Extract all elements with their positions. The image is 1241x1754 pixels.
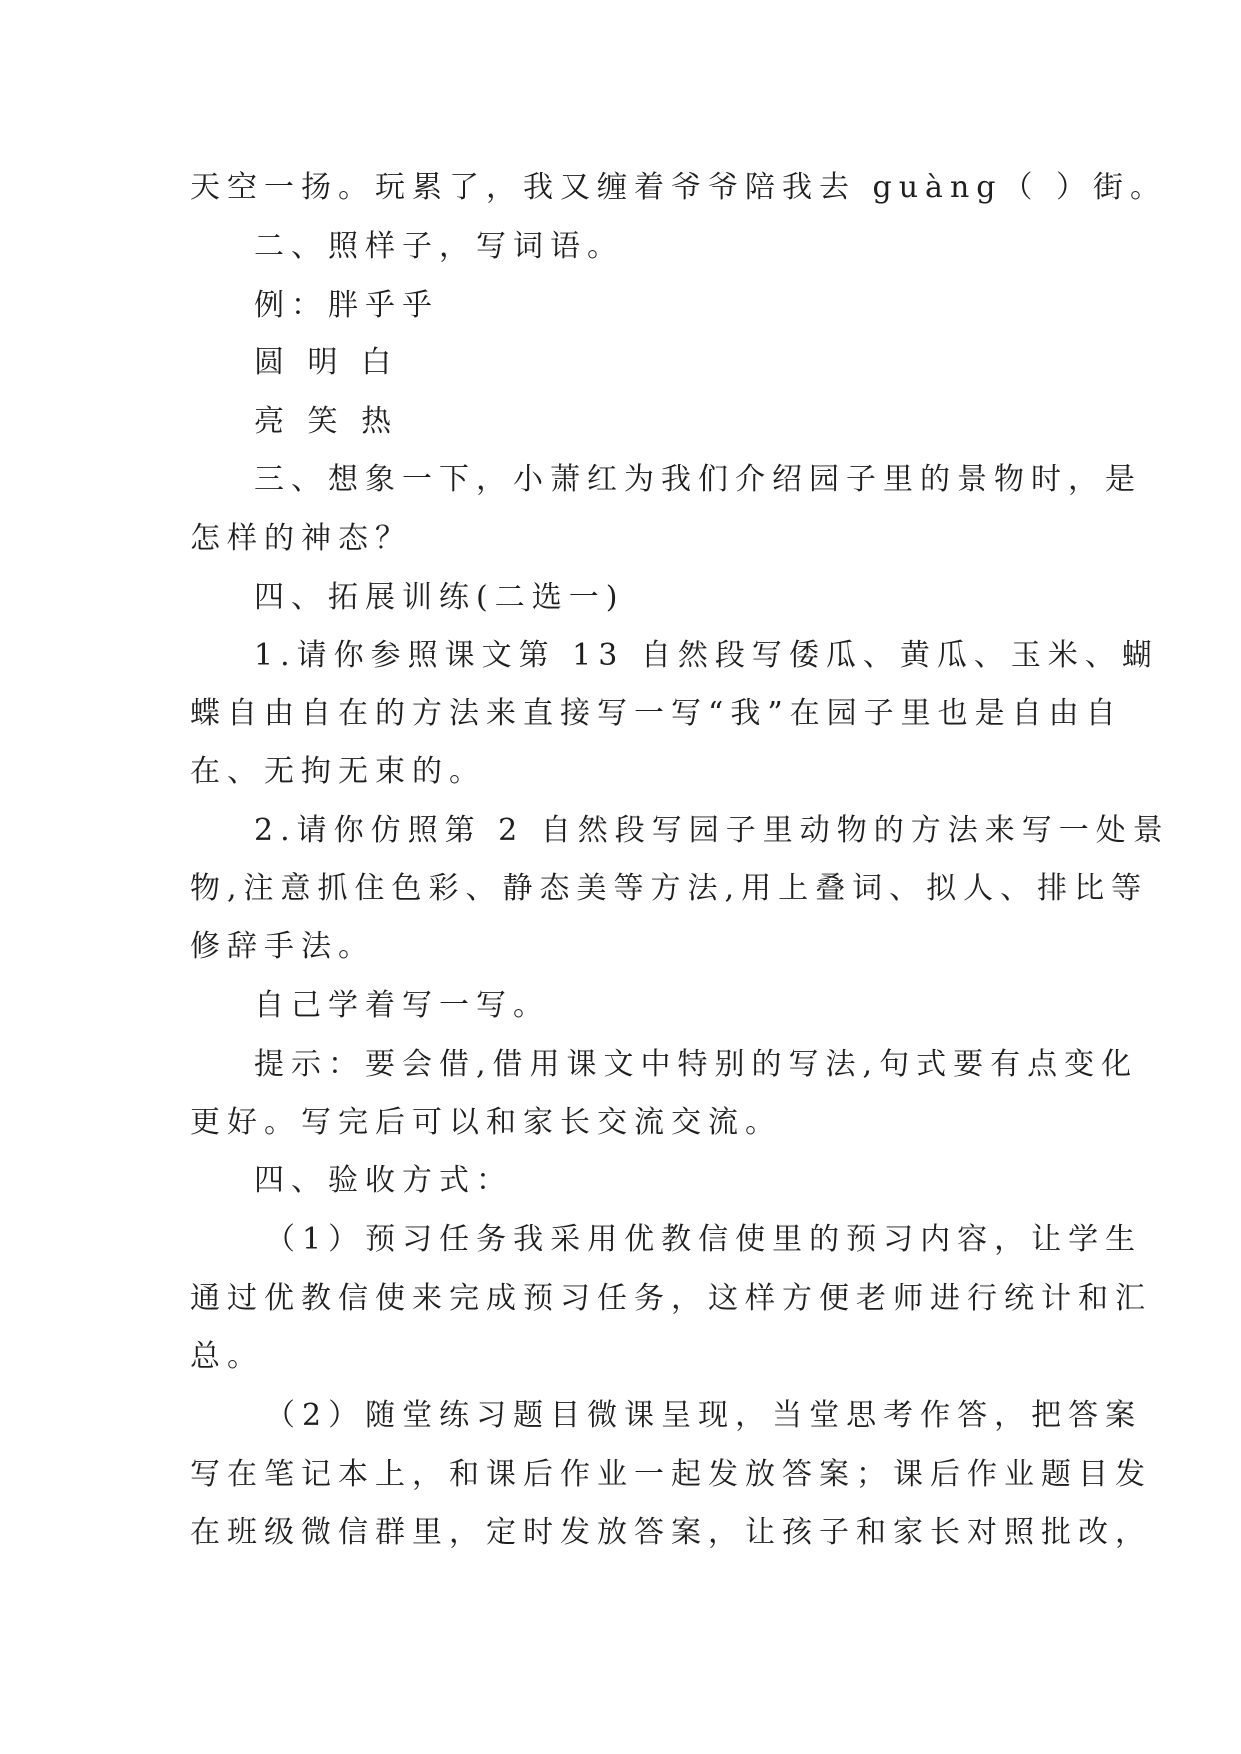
text-line: 通过优教信使来完成预习任务，这样方便老师进行统计和汇	[190, 1281, 1152, 1316]
option-1-line: 1.请你参照课文第 13 自然段写倭瓜、黄瓜、玉米、蝴	[254, 638, 1159, 673]
text-line: 总。	[190, 1339, 264, 1374]
text-line: 在班级微信群里，定时发放答案，让孩子和家长对照批改，	[190, 1515, 1152, 1550]
example-line: 例：胖乎乎	[254, 288, 439, 323]
instruction-line: 自己学着写一写。	[254, 988, 550, 1023]
text-line: 怎样的神态？	[190, 521, 412, 556]
section-heading-acceptance: 四、验收方式：	[254, 1163, 513, 1198]
text-line: 修辞手法。	[190, 929, 375, 964]
exercise-row-1: 圆 明 白	[254, 345, 399, 380]
text-line: 更好。写完后可以和家长交流交流。	[190, 1105, 782, 1140]
text-line-1: 天空一扬。玩累了，我又缠着爷爷陪我去 guàng（ ）街。	[190, 170, 1168, 205]
text-line: 蝶自由自在的方法来直接写一写“我”在园子里也是自由自	[190, 696, 1123, 731]
hint-line: 提示：要会借,借用课文中特别的写法,句式要有点变化	[254, 1047, 1139, 1082]
text-line: 物,注意抓住色彩、静态美等方法,用上叠词、拟人、排比等	[190, 871, 1149, 906]
section-heading-4: 四、拓展训练(二选一)	[254, 580, 625, 615]
item-1-line: （1）预习任务我采用优教信使里的预习内容，让学生	[265, 1222, 1143, 1257]
section-heading-2: 二、照样子，写词语。	[254, 229, 624, 264]
section-heading-3: 三、想象一下，小萧红为我们介绍园子里的景物时，是	[254, 462, 1142, 497]
item-2-line: （2）随堂练习题目微课呈现，当堂思考作答，把答案	[265, 1398, 1143, 1433]
text-line: 在、无拘无束的。	[190, 754, 486, 789]
exercise-row-2: 亮 笑 热	[254, 404, 399, 439]
option-2-line: 2.请你仿照第 2 自然段写园子里动物的方法来写一处景	[254, 813, 1170, 848]
text-line: 写在笔记本上，和课后作业一起发放答案；课后作业题目发	[190, 1457, 1152, 1492]
